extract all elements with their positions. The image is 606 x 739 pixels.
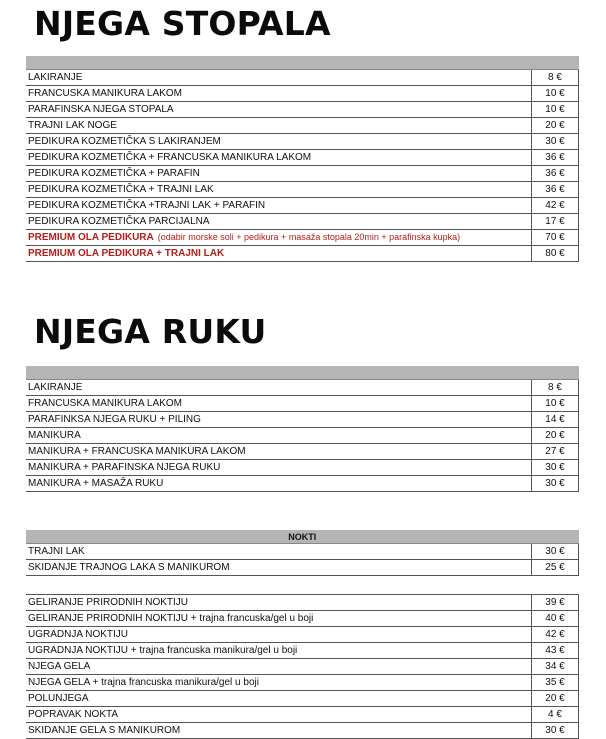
service-name xyxy=(26,611,532,627)
price-table-feet xyxy=(26,56,579,262)
table-row xyxy=(26,675,579,691)
service-name xyxy=(26,627,532,643)
service-name-text: PEDIKURA KOZMETIČKA S LAKIRANJEM xyxy=(28,136,221,147)
table-row xyxy=(26,627,579,643)
service-price: 17 € xyxy=(532,214,579,230)
service-name-text: MANIKURA + MASAŽA RUKU xyxy=(28,478,164,489)
service-price: 43 € xyxy=(532,643,579,659)
service-name xyxy=(26,396,532,412)
service-price: 14 € xyxy=(532,412,579,428)
service-name xyxy=(26,102,532,118)
service-name-text: POPRAVAK NOKTA xyxy=(28,709,119,720)
service-name-text: PREMIUM OLA PEDIKURA + TRAJNI LAK xyxy=(28,248,225,259)
service-name-text: UGRADNJA NOKTIJU + trajna francuska manikura/gel u boji xyxy=(28,645,298,656)
service-price: 80 € xyxy=(532,246,579,262)
table-header-band xyxy=(26,530,579,544)
table-row xyxy=(26,182,579,198)
service-name xyxy=(26,182,532,198)
service-name-text: PEDIKURA KOZMETIČKA + TRAJNI LAK xyxy=(28,184,214,195)
table-header-label xyxy=(26,56,579,70)
price-table-body xyxy=(26,595,579,739)
service-price: 30 € xyxy=(532,460,579,476)
table-row xyxy=(26,611,579,627)
service-name-text: GELIRANJE PRIRODNIH NOKTIJU + trajna francuska/gel u boji xyxy=(28,613,314,624)
table-row xyxy=(26,643,579,659)
table-header-band xyxy=(26,56,579,70)
service-name-text: PEDIKURA KOZMETIČKA PARCIJALNA xyxy=(28,216,210,227)
service-name xyxy=(26,476,532,492)
table-row xyxy=(26,723,579,739)
price-table-nails xyxy=(26,530,579,576)
service-name xyxy=(26,460,532,476)
service-price: 20 € xyxy=(532,118,579,134)
service-name-text: TRAJNI LAK NOGE xyxy=(28,120,117,131)
table-row xyxy=(26,428,579,444)
service-name xyxy=(26,544,532,560)
table-row xyxy=(26,476,579,492)
service-name xyxy=(26,380,532,396)
service-price: 8 € xyxy=(532,70,579,86)
table-row xyxy=(26,691,579,707)
service-price: 10 € xyxy=(532,86,579,102)
service-name-text: LAKIRANJE xyxy=(28,72,83,83)
table-row xyxy=(26,544,579,560)
service-name xyxy=(26,230,532,246)
table-row xyxy=(26,118,579,134)
service-price: 25 € xyxy=(532,560,579,576)
service-name xyxy=(26,707,532,723)
service-name xyxy=(26,70,532,86)
service-name xyxy=(26,246,532,262)
service-name xyxy=(26,675,532,691)
service-price: 36 € xyxy=(532,150,579,166)
service-price: 34 € xyxy=(532,659,579,675)
service-price: 27 € xyxy=(532,444,579,460)
service-price: 30 € xyxy=(532,544,579,560)
premium-row xyxy=(26,230,579,246)
service-name-text: TRAJNI LAK xyxy=(28,546,85,557)
price-table-body xyxy=(26,530,579,576)
service-name-text: SKIDANJE TRAJNOG LAKA S MANIKUROM xyxy=(28,562,230,573)
table-header-band xyxy=(26,366,579,380)
table-header-label: NOKTI xyxy=(26,530,579,544)
service-name xyxy=(26,134,532,150)
service-price: 39 € xyxy=(532,595,579,611)
service-name xyxy=(26,691,532,707)
service-name-text: NJEGA GELA xyxy=(28,661,91,672)
service-name-text: FRANCUSKA MANIKURA LAKOM xyxy=(28,398,182,409)
service-price: 30 € xyxy=(532,134,579,150)
service-name-text: GELIRANJE PRIRODNIH NOKTIJU xyxy=(28,597,189,608)
table-header-label xyxy=(26,366,579,380)
table-row xyxy=(26,214,579,230)
service-price: 8 € xyxy=(532,380,579,396)
table-row xyxy=(26,86,579,102)
service-name xyxy=(26,214,532,230)
service-name xyxy=(26,595,532,611)
service-price: 10 € xyxy=(532,396,579,412)
table-row xyxy=(26,380,579,396)
service-name-text: PARAFINSKA NJEGA STOPALA xyxy=(28,104,174,115)
table-row xyxy=(26,444,579,460)
service-price: 20 € xyxy=(532,691,579,707)
service-price: 36 € xyxy=(532,182,579,198)
service-name-text: PEDIKURA KOZMETIČKA + PARAFIN xyxy=(28,168,200,179)
service-name-text: MANIKURA + FRANCUSKA MANIKURA LAKOM xyxy=(28,446,246,457)
service-name xyxy=(26,560,532,576)
service-name xyxy=(26,412,532,428)
service-name-text: PEDIKURA KOZMETIČKA + FRANCUSKA MANIKURA LAKOM xyxy=(28,152,312,163)
table-row xyxy=(26,560,579,576)
service-name-text: SKIDANJE GELA S MANIKUROM xyxy=(28,725,181,736)
section-title-feet: NJEGA STOPALA xyxy=(34,4,331,43)
table-row xyxy=(26,102,579,118)
service-name xyxy=(26,118,532,134)
service-price: 35 € xyxy=(532,675,579,691)
table-row xyxy=(26,595,579,611)
price-table-body xyxy=(26,366,579,492)
service-price: 36 € xyxy=(532,166,579,182)
service-name-text: LAKIRANJE xyxy=(28,382,83,393)
service-name xyxy=(26,150,532,166)
service-price: 30 € xyxy=(532,476,579,492)
table-row xyxy=(26,134,579,150)
service-name-text: FRANCUSKA MANIKURA LAKOM xyxy=(28,88,182,99)
service-name xyxy=(26,723,532,739)
service-name-text: UGRADNJA NOKTIJU xyxy=(28,629,129,640)
premium-row xyxy=(26,246,579,262)
table-row xyxy=(26,412,579,428)
service-name-text: MANIKURA + PARAFINSKA NJEGA RUKU xyxy=(28,462,221,473)
service-price: 70 € xyxy=(532,230,579,246)
service-price: 40 € xyxy=(532,611,579,627)
price-table-hands xyxy=(26,366,579,492)
service-note: (odabir morske soli + pedikura + masaža stopala 20min + parafinska kupka) xyxy=(157,232,461,242)
service-name xyxy=(26,659,532,675)
service-price: 30 € xyxy=(532,723,579,739)
service-name-text: PREMIUM OLA PEDIKURA xyxy=(28,232,154,243)
section-title-hands: NJEGA RUKU xyxy=(34,312,267,351)
table-row xyxy=(26,150,579,166)
service-name-text: MANIKURA xyxy=(28,430,81,441)
service-name xyxy=(26,86,532,102)
service-price: 4 € xyxy=(532,707,579,723)
price-table-body xyxy=(26,56,579,262)
service-name-text: PEDIKURA KOZMETIČKA +TRAJNI LAK + PARAFIN xyxy=(28,200,266,211)
service-name-text: PARAFINKSA NJEGA RUKU + PILING xyxy=(28,414,201,425)
service-price: 42 € xyxy=(532,627,579,643)
table-row xyxy=(26,70,579,86)
table-row xyxy=(26,707,579,723)
service-name xyxy=(26,198,532,214)
service-name xyxy=(26,444,532,460)
service-name xyxy=(26,643,532,659)
service-name xyxy=(26,428,532,444)
service-name xyxy=(26,166,532,182)
service-price: 20 € xyxy=(532,428,579,444)
service-name-text: POLUNJEGA xyxy=(28,693,89,704)
table-row xyxy=(26,659,579,675)
table-row xyxy=(26,166,579,182)
table-row xyxy=(26,460,579,476)
service-price: 42 € xyxy=(532,198,579,214)
service-price: 10 € xyxy=(532,102,579,118)
table-row xyxy=(26,396,579,412)
table-row xyxy=(26,198,579,214)
service-name-text: NJEGA GELA + trajna francuska manikura/gel u boji xyxy=(28,677,259,688)
price-table-gel xyxy=(26,594,579,739)
